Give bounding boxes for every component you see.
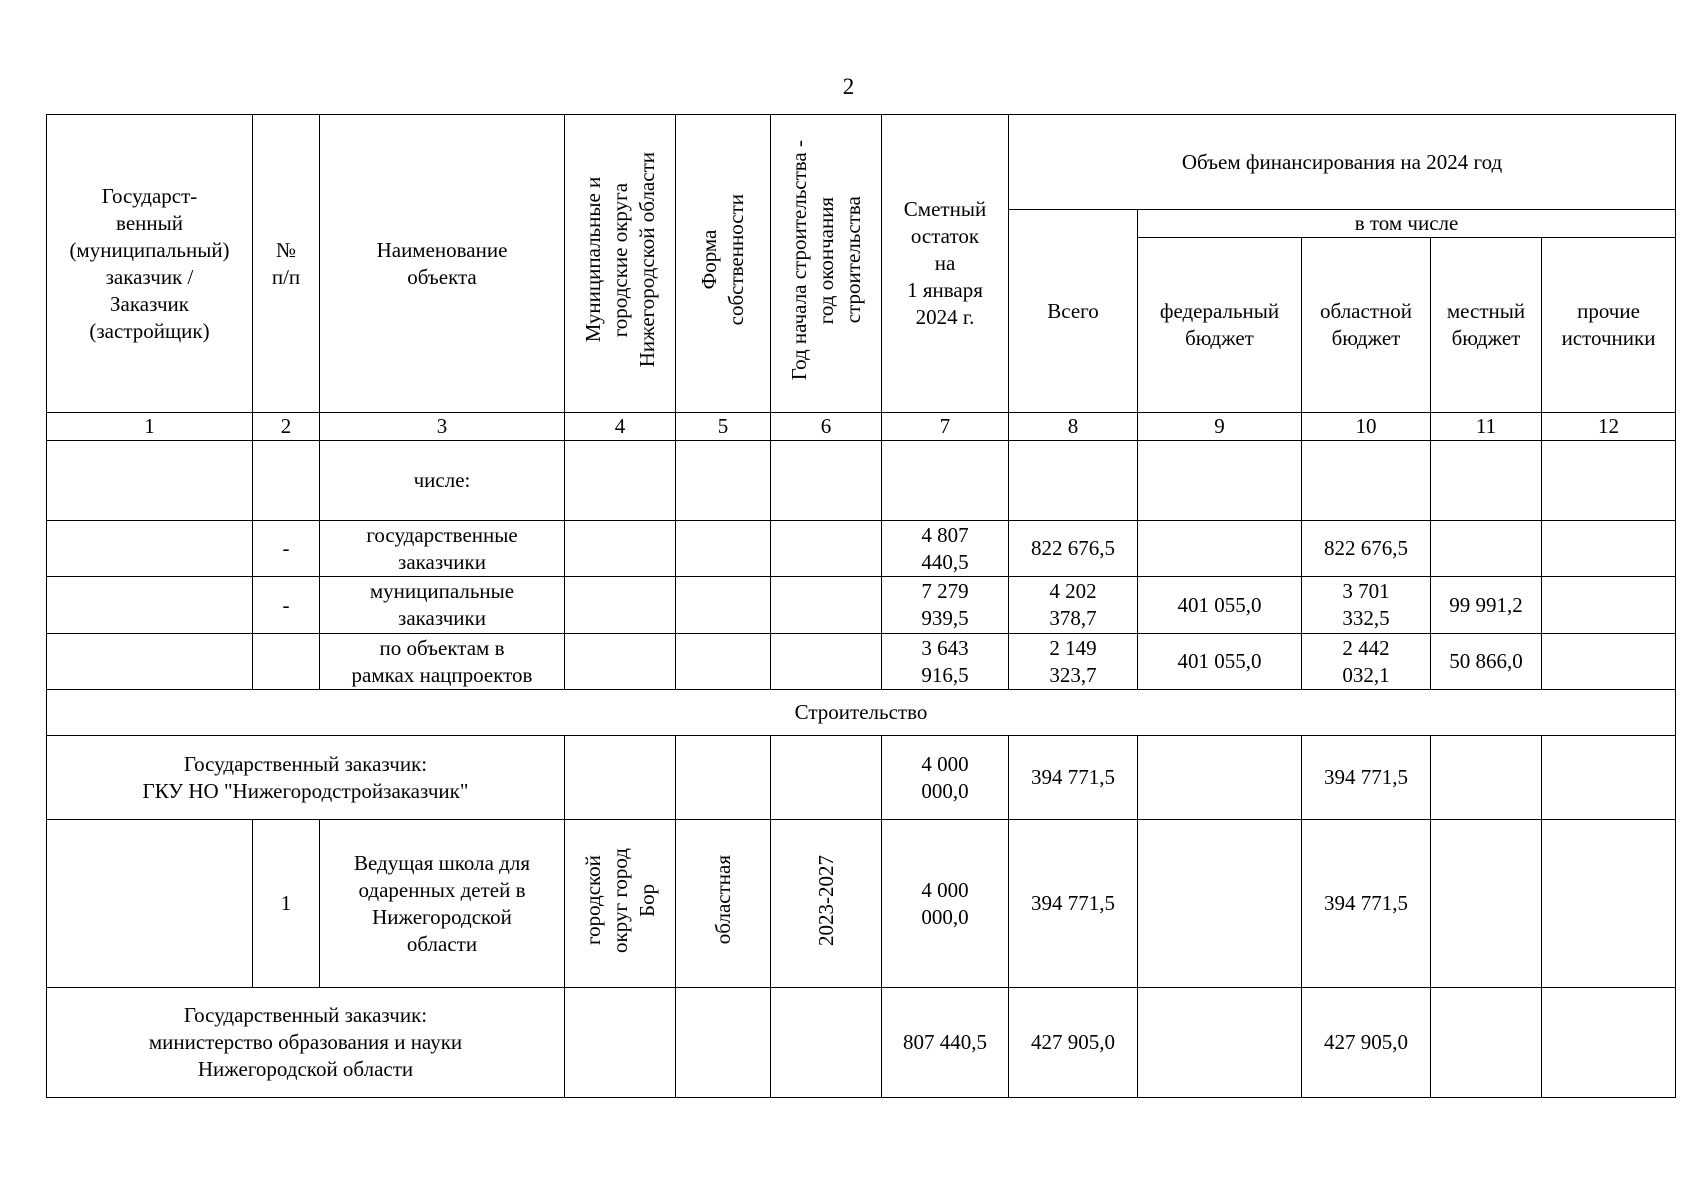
object-name: числе: <box>320 441 565 521</box>
header-funding: Объем финансирования на 2024 год <box>1009 115 1676 210</box>
header-years: Год начала строительства - год окончания строительства <box>771 115 882 413</box>
column-number: 3 <box>320 413 565 441</box>
financing-table <box>46 114 1676 1098</box>
header-object-name: Наименование объекта <box>320 115 565 413</box>
column-number: 7 <box>882 413 1009 441</box>
object-number: 1 <box>253 820 320 988</box>
column-number: 2 <box>253 413 320 441</box>
object-name: Ведущая школа для одаренных детей в Нижегородской области <box>320 820 565 988</box>
group-title: Государственный заказчик: министерство образования и науки Нижегородской области <box>47 988 565 1098</box>
group-row <box>47 988 1676 1098</box>
row-mark: - <box>253 521 320 577</box>
header-customer: Государст- венный (муниципальный) заказчик / Заказчик (застройщик) <box>47 115 253 413</box>
regional-value: 3 701 332,5 <box>1302 577 1431 634</box>
row-mark: - <box>253 577 320 634</box>
regional-value: 2 442 032,1 <box>1302 634 1431 690</box>
regional-value: 394 771,5 <box>1302 820 1431 988</box>
header-row <box>47 115 1676 210</box>
object-name: по объектам в рамках нацпроектов <box>320 634 565 690</box>
group-row <box>47 736 1676 820</box>
column-number: 5 <box>676 413 771 441</box>
total-value: 822 676,5 <box>1009 521 1138 577</box>
object-years: 2023-2027 <box>771 820 882 988</box>
federal-value: 401 055,0 <box>1138 634 1302 690</box>
object-name: муниципальные заказчики <box>320 577 565 634</box>
column-number: 8 <box>1009 413 1138 441</box>
column-number: 1 <box>47 413 253 441</box>
header-federal: федеральный бюджет <box>1138 238 1302 413</box>
total-value: 4 202 378,7 <box>1009 577 1138 634</box>
balance-value: 7 279 939,5 <box>882 577 1009 634</box>
balance-value: 4 000 000,0 <box>882 736 1009 820</box>
header-local: местный бюджет <box>1431 238 1542 413</box>
header-ownership: Форма собственности <box>676 115 771 413</box>
table-row <box>47 634 1676 690</box>
section-row <box>47 690 1676 736</box>
header-other: прочие источники <box>1542 238 1676 413</box>
column-number: 4 <box>565 413 676 441</box>
federal-value: 401 055,0 <box>1138 577 1302 634</box>
regional-value: 427 905,0 <box>1302 988 1431 1098</box>
local-value: 99 991,2 <box>1431 577 1542 634</box>
object-municipality: городской округ город Бор <box>565 820 676 988</box>
object-row <box>47 820 1676 988</box>
balance-value: 4 807 440,5 <box>882 521 1009 577</box>
column-number: 6 <box>771 413 882 441</box>
header-municipality: Муниципальные и городские округа Нижегородской области <box>565 115 676 413</box>
total-value: 2 149 323,7 <box>1009 634 1138 690</box>
local-value: 50 866,0 <box>1431 634 1542 690</box>
header-regional: областной бюджет <box>1302 238 1431 413</box>
column-number: 10 <box>1302 413 1431 441</box>
group-title: Государственный заказчик: ГКУ НО "Нижегородстройзаказчик" <box>47 736 565 820</box>
total-value: 394 771,5 <box>1009 736 1138 820</box>
page-number: 2 <box>842 74 855 99</box>
balance-value: 3 643 916,5 <box>882 634 1009 690</box>
total-value: 394 771,5 <box>1009 820 1138 988</box>
header-including: в том числе <box>1138 210 1676 238</box>
balance-value: 4 000 000,0 <box>882 820 1009 988</box>
regional-value: 822 676,5 <box>1302 521 1431 577</box>
table-row <box>47 521 1676 577</box>
column-number: 9 <box>1138 413 1302 441</box>
table-row <box>47 441 1676 521</box>
table-row <box>47 577 1676 634</box>
section-title: Строительство <box>47 690 1676 736</box>
column-number: 11 <box>1431 413 1542 441</box>
column-number-row <box>47 413 1676 441</box>
object-ownership: областная <box>676 820 771 988</box>
header-number: № п/п <box>253 115 320 413</box>
column-number: 12 <box>1542 413 1676 441</box>
object-name: государственные заказчики <box>320 521 565 577</box>
balance-value: 807 440,5 <box>882 988 1009 1098</box>
total-value: 427 905,0 <box>1009 988 1138 1098</box>
regional-value: 394 771,5 <box>1302 736 1431 820</box>
header-total: Всего <box>1009 210 1138 413</box>
header-balance: Сметный остаток на 1 января 2024 г. <box>882 115 1009 413</box>
